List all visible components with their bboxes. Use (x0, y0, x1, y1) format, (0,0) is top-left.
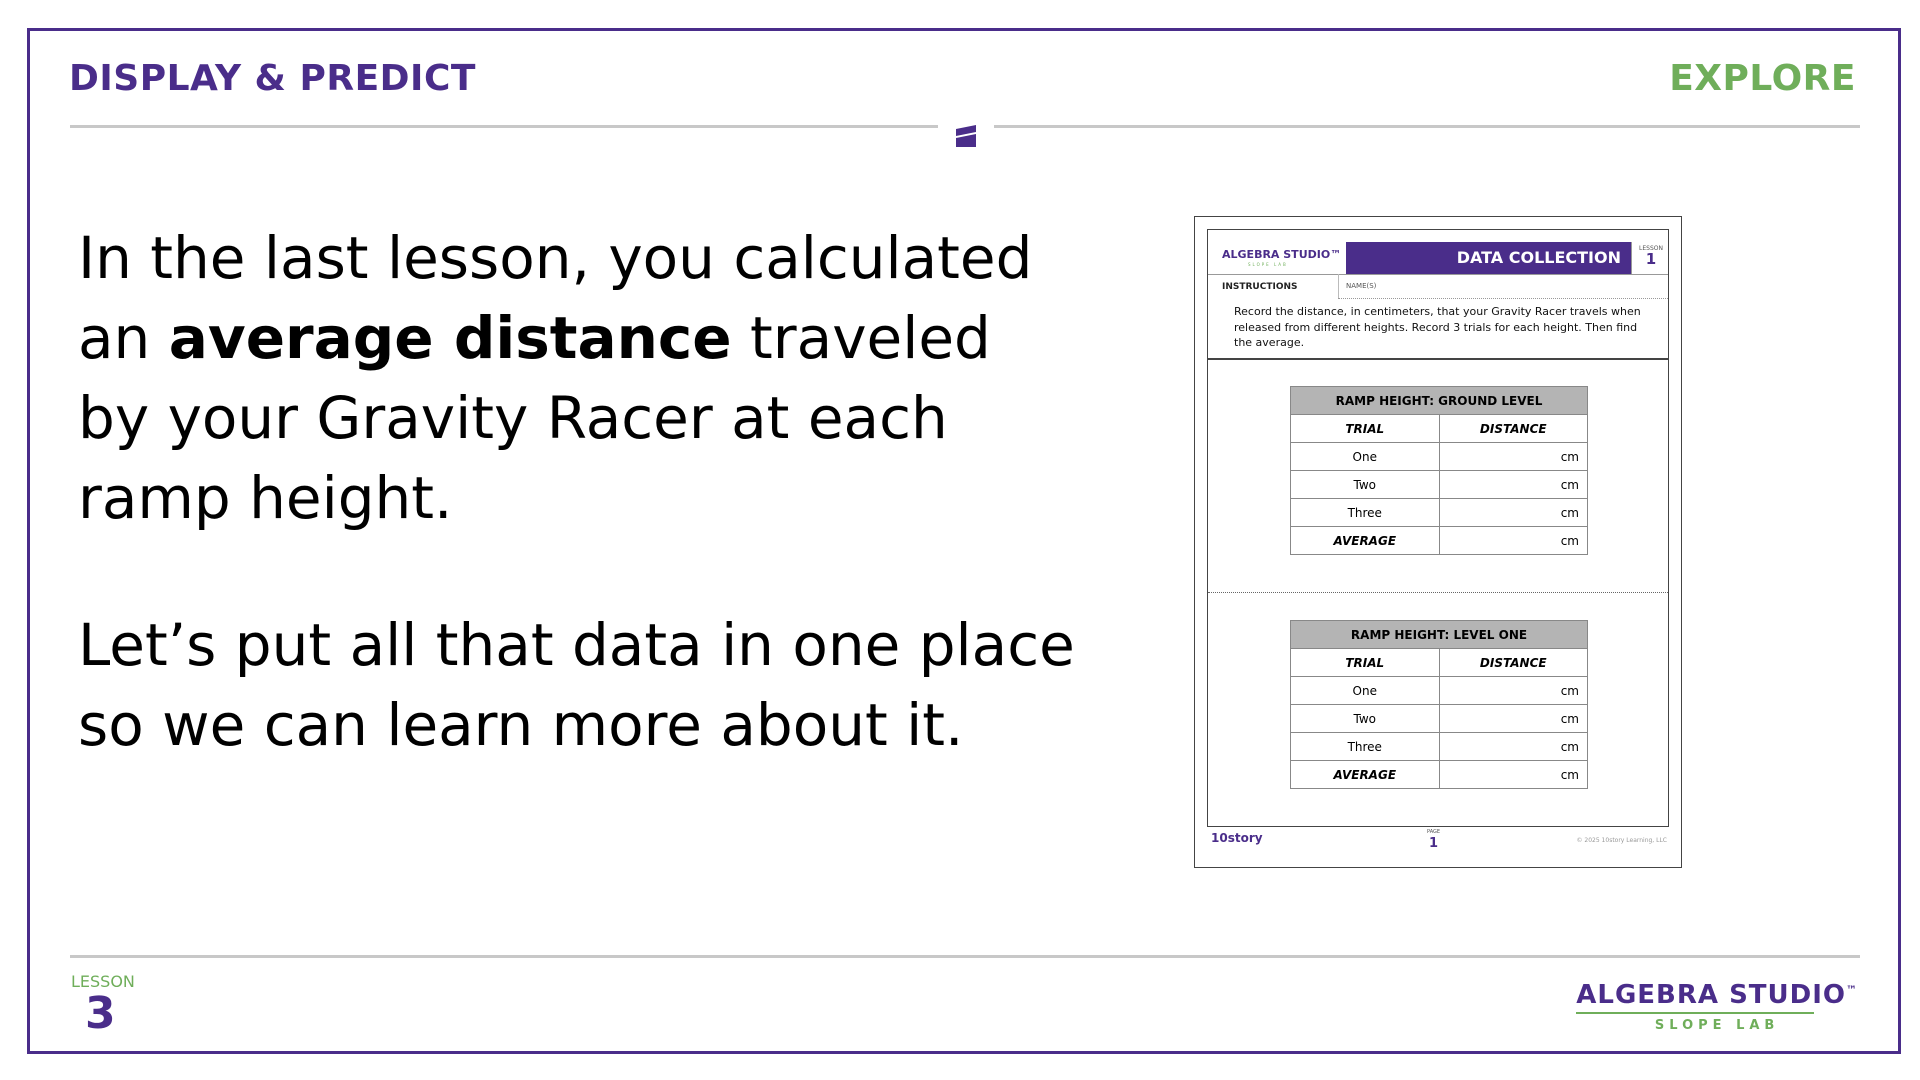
lesson-number: 3 (85, 988, 116, 1039)
table-row: Two cm (1291, 705, 1588, 733)
instructions-label: INSTRUCTIONS (1222, 282, 1298, 292)
worksheet-thumbnail (1194, 216, 1682, 868)
phase-title: EXPLORE (1669, 58, 1856, 99)
ground-level-table: RAMP HEIGHT: GROUND LEVEL TRIAL DISTANCE One cm Two cm Three cm AVERAGE cm (1290, 386, 1588, 555)
slope-divider-icon (956, 125, 976, 147)
table-row: One cm (1291, 677, 1588, 705)
worksheet-logo: ALGEBRA STUDIO™ (1222, 248, 1342, 261)
section-title: DISPLAY & PREDICT (69, 58, 476, 99)
brand-logo (1576, 980, 1858, 1033)
page-label: PAGE (1427, 829, 1441, 835)
copyright: © 2025 10story Learning, LLC (1576, 837, 1667, 844)
level-one-table: RAMP HEIGHT: LEVEL ONE TRIAL DISTANCE One cm Two cm Three cm AVERAGE cm (1290, 620, 1588, 789)
footer-rule (70, 955, 1860, 958)
brand-subtitle: SLOPE LAB (1654, 1018, 1780, 1033)
emphasis-average-distance: average distance (168, 304, 732, 372)
table-row: Two cm (1291, 471, 1588, 499)
table-row: AVERAGE cm (1291, 527, 1588, 555)
lesson-label: LESSON (71, 972, 135, 991)
names-label: NAME(S) (1346, 282, 1377, 290)
prompt-paragraph: Let’s put all that data in one place so we can learn more about it. (78, 611, 1075, 759)
intro-paragraph: In the last lesson, you calculated an average distance traveled by your Gravity Racer at each ramp height. (78, 224, 1033, 532)
worksheet-logo-sub: SLOPE LAB (1248, 262, 1288, 267)
worksheet-inner (1207, 229, 1669, 827)
header-rule-right (994, 125, 1860, 128)
worksheet-lesson: LESSON 1 (1631, 242, 1670, 274)
footer-logo: 10story (1211, 831, 1263, 845)
page-number: 1 (1429, 836, 1439, 851)
table-row: Three cm (1291, 499, 1588, 527)
table-row: One cm (1291, 443, 1588, 471)
header-rule-left (70, 125, 938, 128)
instructions-text: Record the distance, in centimeters, that your Gravity Racer travels when released from different heights. Record 3 trials for each height. Then find the average. (1234, 305, 1641, 349)
worksheet-title: DATA COLLECTION (1346, 242, 1631, 274)
table-row: Three cm (1291, 733, 1588, 761)
brand-name: ALGEBRA STUDIO™ (1576, 980, 1858, 1010)
table-row: AVERAGE cm (1291, 761, 1588, 789)
